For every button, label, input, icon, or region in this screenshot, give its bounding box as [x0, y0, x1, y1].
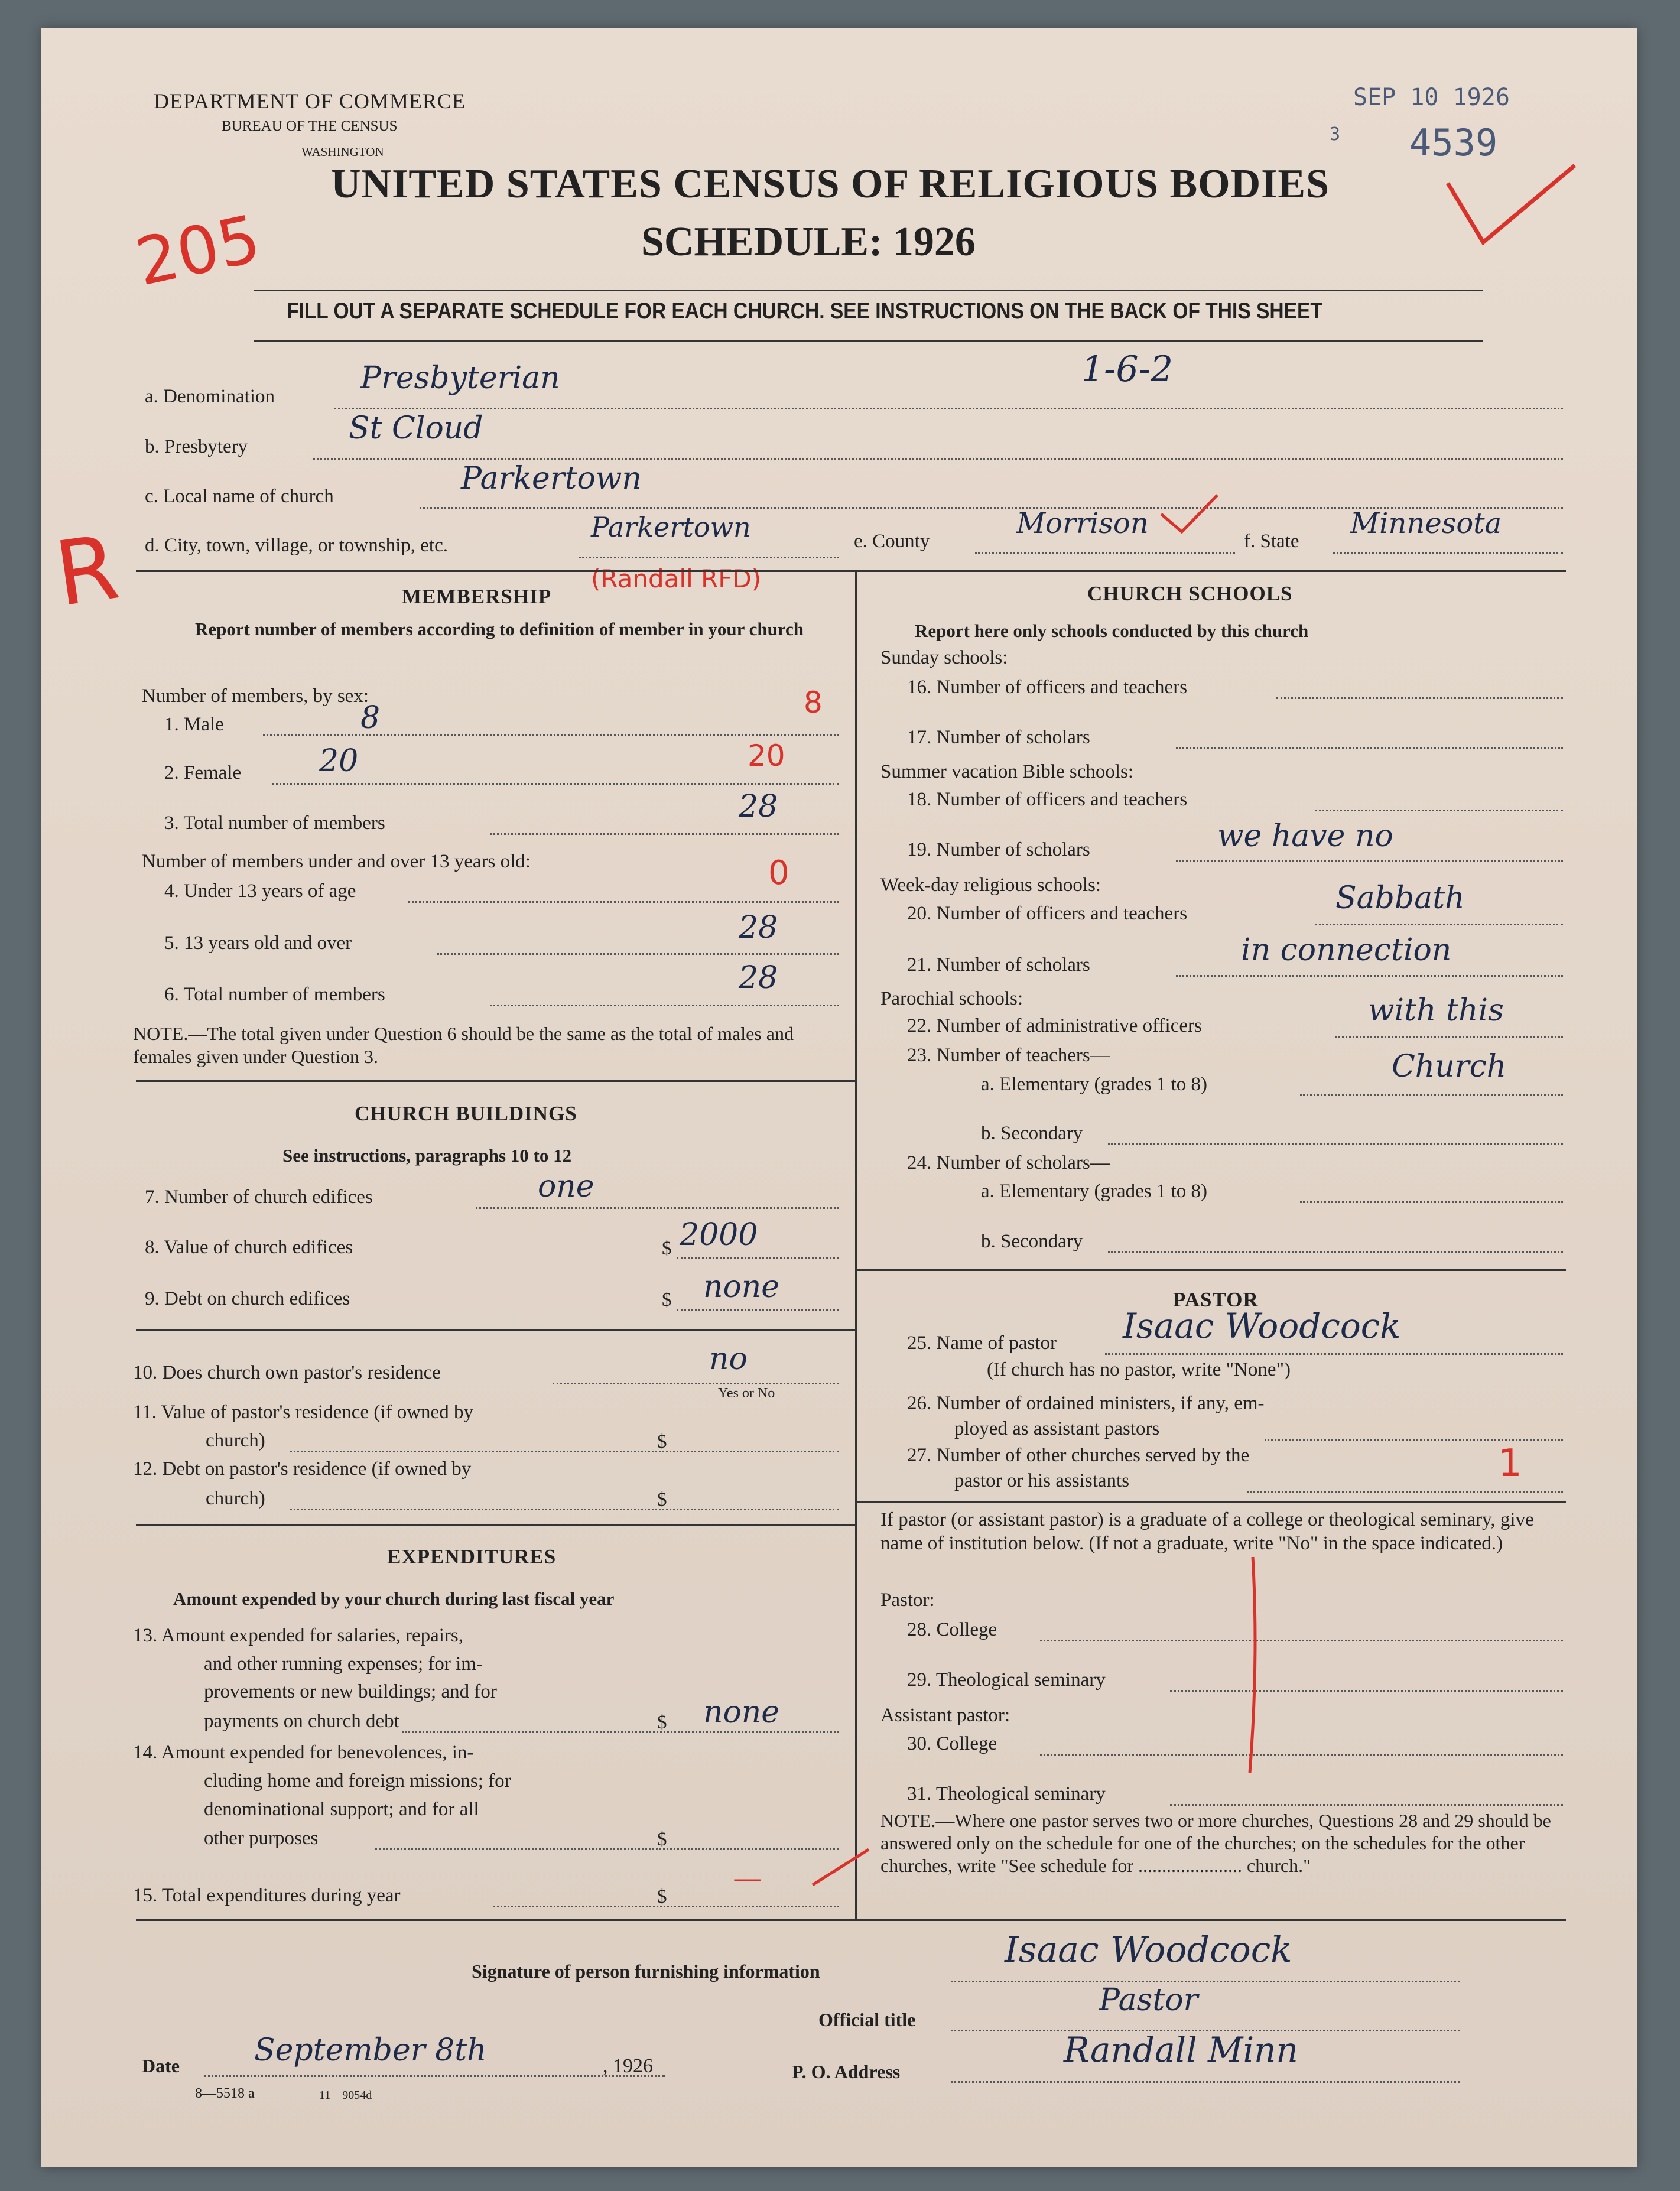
buildings-sub: See instructions, paragraphs 10 to 12 — [282, 1145, 572, 1166]
membership-heading: MEMBERSHIP — [402, 585, 552, 608]
q14-dollar-sign: $ — [657, 1829, 667, 1850]
denomination-value[interactable]: Presbyterian — [360, 360, 560, 396]
red-check-icon — [1158, 490, 1223, 538]
q13-value[interactable]: none — [703, 1695, 780, 1730]
red-rfd-note: (Randall RFD) — [591, 564, 762, 593]
q1-male-red-value: 8 — [804, 685, 823, 720]
instruction-bar: FILL OUT A SEPARATE SCHEDULE FOR EACH CHURCH. SEE INSTRUCTIONS ON THE BACK OF THIS SHEET — [287, 298, 1322, 324]
local-name-value[interactable]: Parkertown — [461, 461, 642, 496]
county-value[interactable]: Morrison — [1016, 507, 1149, 540]
department-label: DEPARTMENT OF COMMERCE — [154, 89, 466, 113]
q24a-label: a. Elementary (grades 1 to 8) — [981, 1181, 1208, 1202]
q21-value[interactable]: in connection — [1241, 932, 1452, 968]
q2-female-value[interactable]: 20 — [319, 743, 359, 779]
q19-value[interactable]: we have no — [1217, 818, 1393, 854]
q5-over13-value[interactable]: 28 — [739, 910, 778, 945]
po-address-value[interactable]: Randall Minn — [1064, 2030, 1298, 2070]
q13-dollar-sign: $ — [657, 1712, 667, 1733]
signature-label: Signature of person furnishing information — [472, 1961, 820, 1982]
q23-label: 23. Number of teachers— — [907, 1045, 1110, 1066]
denomination-code: 1-6-2 — [1081, 349, 1174, 390]
denomination-label: a. Denomination — [145, 386, 275, 407]
q21-label: 21. Number of scholars — [907, 954, 1090, 976]
presbytery-label: b. Presbytery — [145, 436, 248, 457]
red-r-mark: R — [49, 516, 125, 627]
official-title-value[interactable]: Pastor — [1099, 1982, 1198, 2018]
q18-label: 18. Number of officers and teachers — [907, 789, 1188, 810]
q1-male-value[interactable]: 8 — [360, 700, 381, 736]
pastor-education-label: Pastor: — [880, 1589, 935, 1611]
members-by-sex-label: Number of members, by sex: — [142, 685, 369, 707]
bureau-label: BUREAU OF THE CENSUS — [222, 118, 398, 134]
parochial-schools-label: Parochial schools: — [880, 988, 1023, 1009]
stamp-small-number: 3 — [1330, 124, 1341, 145]
q15-label: 15. Total expenditures during year — [133, 1885, 401, 1906]
date-value[interactable]: September 8th — [254, 2033, 487, 2068]
q15-dollar-sign: $ — [657, 1886, 667, 1907]
buildings-heading: CHURCH BUILDINGS — [355, 1102, 577, 1125]
q8-value-value[interactable]: 2000 — [680, 1217, 758, 1253]
form-title: UNITED STATES CENSUS OF RELIGIOUS BODIES — [331, 161, 1330, 207]
red-check-icon — [1442, 160, 1584, 254]
q31-label: 31. Theological seminary — [907, 1783, 1106, 1805]
red-vertical-mark — [1235, 1554, 1270, 1779]
q2-female-label: 2. Female — [164, 762, 242, 784]
q9-dollar-sign: $ — [662, 1289, 672, 1311]
presbytery-value[interactable]: St Cloud — [349, 411, 483, 446]
q15-value[interactable]: — — [733, 1861, 762, 1896]
date-year: , 1926 — [603, 2055, 653, 2077]
q22-value[interactable]: with this — [1368, 993, 1504, 1028]
q7-edifices-label: 7. Number of church edifices — [145, 1186, 373, 1208]
pastor-note: NOTE.—Where one pastor serves two or more churches, Questions 28 and 29 should be answered only on the schedule for one of the churches; on the schedules for the other churches, write "See schedule for ...................... church." — [880, 1810, 1551, 1876]
q10-residence-value[interactable]: no — [709, 1341, 748, 1377]
q16-label: 16. Number of officers and teachers — [907, 677, 1188, 698]
q25-value[interactable]: Isaac Woodcock — [1123, 1306, 1401, 1346]
state-label: f. State — [1244, 531, 1299, 552]
q12-dollar-sign: $ — [657, 1489, 667, 1510]
q2-female-red-value: 20 — [748, 739, 785, 773]
form-number: 8—5518 a — [195, 2086, 255, 2101]
schedule-title: SCHEDULE: 1926 — [641, 219, 976, 265]
q26-line2: ployed as assistant pastors — [954, 1418, 1160, 1439]
received-date-stamp: SEP 10 1926 — [1353, 84, 1510, 111]
sunday-schools-label: Sunday schools: — [880, 647, 1008, 668]
q27-line1: 27. Number of other churches served by the — [907, 1445, 1250, 1466]
red-code-mark: 205 — [129, 200, 267, 301]
q28-label: 28. College — [907, 1619, 997, 1640]
membership-intro: Report number of members according to definition of member in your church — [194, 619, 804, 639]
assistant-education-label: Assistant pastor: — [880, 1705, 1010, 1726]
q24b-label: b. Secondary — [981, 1231, 1083, 1252]
state-value[interactable]: Minnesota — [1350, 507, 1502, 540]
q12-line1: 12. Debt on pastor's residence (if owned by — [133, 1458, 472, 1480]
q24-label: 24. Number of scholars— — [907, 1152, 1110, 1173]
q9-debt-label: 9. Debt on church edifices — [145, 1288, 350, 1309]
serial-number-stamp: 4539 — [1409, 121, 1498, 164]
q26-line1: 26. Number of ordained ministers, if any, em- — [907, 1393, 1265, 1414]
q4-under13-value[interactable]: 0 — [768, 854, 789, 892]
weekday-schools-label: Week-day religious schools: — [880, 875, 1101, 896]
q3-total-label: 3. Total number of members — [164, 812, 385, 834]
q1-male-label: 1. Male — [164, 714, 224, 735]
q20-value[interactable]: Sabbath — [1335, 880, 1465, 916]
q25-hint: (If church has no pastor, write "None") — [987, 1359, 1291, 1380]
q5-over13-label: 5. 13 years old and over — [164, 932, 352, 954]
q23b-label: b. Secondary — [981, 1123, 1083, 1144]
q23a-label: a. Elementary (grades 1 to 8) — [981, 1074, 1208, 1095]
q19-label: 19. Number of scholars — [907, 839, 1090, 860]
summer-schools-label: Summer vacation Bible schools: — [880, 761, 1134, 782]
expenditures-sub: Amount expended by your church during last fiscal year — [173, 1588, 615, 1609]
city-town-value[interactable]: Parkertown — [591, 511, 751, 543]
pastor-heading: PASTOR — [1173, 1288, 1259, 1311]
expenditures-heading: EXPENDITURES — [387, 1545, 557, 1568]
q12-line2: church) — [206, 1488, 265, 1509]
q11-dollar-sign: $ — [657, 1431, 667, 1452]
q17-label: 17. Number of scholars — [907, 727, 1090, 748]
local-name-label: c. Local name of church — [145, 486, 334, 507]
form-number-secondary: 11—9054d — [319, 2089, 372, 2102]
q8-dollar-sign: $ — [662, 1238, 672, 1259]
schools-sub: Report here only schools conducted by this church — [915, 620, 1309, 641]
q11-line1: 11. Value of pastor's residence (if owned by — [133, 1402, 473, 1423]
city-town-label: d. City, town, village, or township, etc. — [145, 535, 448, 556]
membership-note: NOTE.—The total given under Question 6 should be the same as the total of males and females given under Question 3. — [133, 1023, 794, 1067]
schools-heading: CHURCH SCHOOLS — [1087, 582, 1293, 605]
q8-value-label: 8. Value of church edifices — [145, 1237, 353, 1258]
red-check-icon — [810, 1844, 875, 1891]
q4-under13-label: 4. Under 13 years of age — [164, 880, 356, 902]
q6-total-label: 6. Total number of members — [164, 984, 385, 1005]
q30-label: 30. College — [907, 1733, 997, 1754]
q6-total-value[interactable]: 28 — [739, 960, 778, 996]
q25-label: 25. Name of pastor — [907, 1332, 1057, 1354]
q20-label: 20. Number of officers and teachers — [907, 903, 1188, 924]
q29-label: 29. Theological seminary — [907, 1669, 1106, 1691]
q10-hint: Yes or No — [718, 1386, 775, 1401]
po-address-label: P. O. Address — [792, 2061, 901, 2082]
q11-line2: church) — [206, 1430, 265, 1451]
city-label: WASHINGTON — [301, 145, 384, 159]
members-by-age-label: Number of members under and over 13 years old: — [142, 851, 531, 872]
q7-edifices-value[interactable]: one — [538, 1169, 594, 1204]
q9-debt-value[interactable]: none — [703, 1269, 780, 1305]
q27-line2: pastor or his assistants — [954, 1470, 1130, 1491]
graduate-note: If pastor (or assistant pastor) is a graduate of a college or theological seminary, give name of institution below. (If not a graduate, write "No" in the space indicated.) — [880, 1509, 1534, 1554]
q27-value[interactable]: 1 — [1498, 1442, 1522, 1485]
official-title-label: Official title — [818, 2009, 916, 2030]
date-label: Date — [142, 2055, 180, 2076]
q22-label: 22. Number of administrative officers — [907, 1015, 1202, 1036]
county-label: e. County — [854, 531, 930, 552]
q3-total-value[interactable]: 28 — [739, 789, 778, 824]
q10-residence-label: 10. Does church own pastor's residence — [133, 1362, 441, 1383]
signature-value[interactable]: Isaac Woodcock — [1005, 1929, 1292, 1971]
q23a-value[interactable]: Church — [1392, 1049, 1507, 1084]
